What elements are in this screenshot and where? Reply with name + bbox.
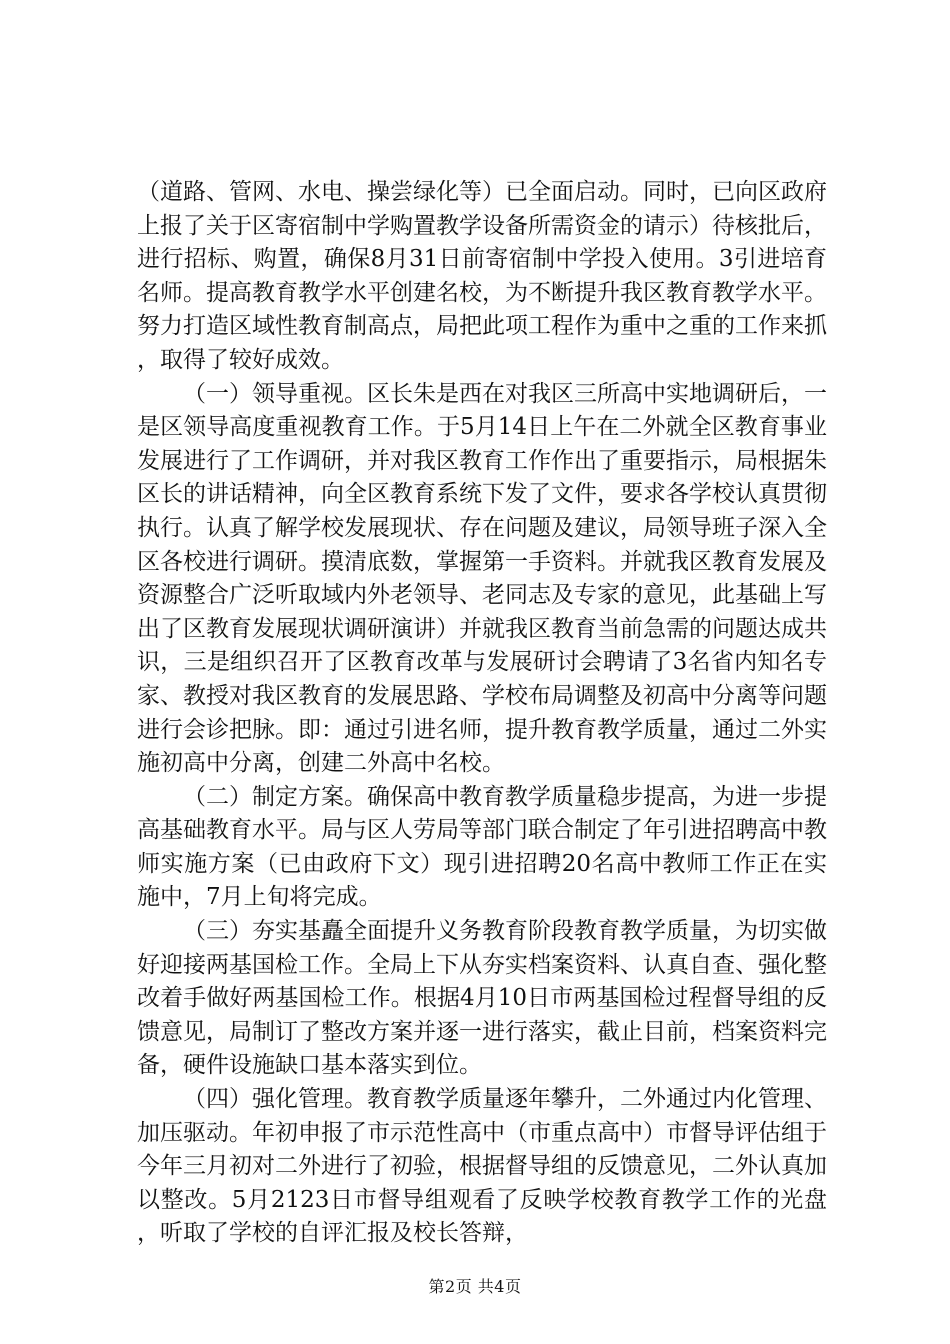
paragraph-section-4: （四）强化管理。教育教学质量逐年攀升，二外通过内化管理、加压驱动。年初申报了市示范性高中（市重点高中）市督导评估组于今年三月初对二外进行了初验，根据督导组的反馈意见，二外认真加以整改。5月2123日市督导组观看了反映学校教育教学工作的光盘，听取了学校的自评汇报及校长答辩，	[137, 1086, 827, 1247]
paragraph-section-1: （一）领导重视。区长朱是西在对我区三所高中实地调研后，一是区领导高度重视教育工作。于5月14日上午在二外就全区教育事业发展进行了工作调研，并对我区教育工作作出了重要指示，局根据朱区长的讲话精神，向全区教育系统下发了文件，要求各学校认真贯彻执行。认真了解学校发展现状、存在问题及建议，局领导班子深入全区各校进行调研。摸清底数，掌握第一手资料。并就我区教育发展及资源整合广泛听取域内外老领导、老同志及专家的意见，此基础上写出了区教育发展现状调研演讲）并就我区教育当前急需的问题达成共识，三是组织召开了区教育改革与发展研讨会聘请了3名省内知名专家、教授对我区教育的发展思路、学校布局调整及初高中分离等问题进行会诊把脉。即：通过引进名师，提升教育教学质量，通过二外实施初高中分离，创建二外高中名校。	[137, 380, 827, 777]
document-body	[137, 176, 827, 1251]
paragraph-section-3: （三）夯实基矗全面提升义务教育阶段教育教学质量，为切实做好迎接两基国检工作。全局上下从夯实档案资料、认真自查、强化整改着手做好两基国检工作。根据4月10日市两基国检过程督导组的反馈意见，局制订了整改方案并逐一进行落实，截止目前，档案资料完备，硬件设施缺口基本落实到位。	[137, 918, 827, 1079]
paragraph-continued: （道路、管网、水电、操尝绿化等）已全面启动。同时，已向区政府上报了关于区寄宿制中学购置教学设备所需资金的请示）待核批后，进行招标、购置，确保8月31日前寄宿制中学投入使用。3引进培育名师。提高教育教学水平创建名校，为不断提升我区教育教学水平。努力打造区域性教育制高点，局把此项工程作为重中之重的工作来抓，取得了较好成效。	[137, 179, 827, 373]
paragraph-section-2: （二）制定方案。确保高中教育教学质量稳步提高，为进一步提高基础教育水平。局与区人劳局等部门联合制定了年引进招聘高中教师实施方案（已由政府下文）现引进招聘20名高中教师工作正在实施中，7月上旬将完成。	[137, 783, 827, 911]
page-footer: 第2页 共4页	[428, 1277, 522, 1296]
